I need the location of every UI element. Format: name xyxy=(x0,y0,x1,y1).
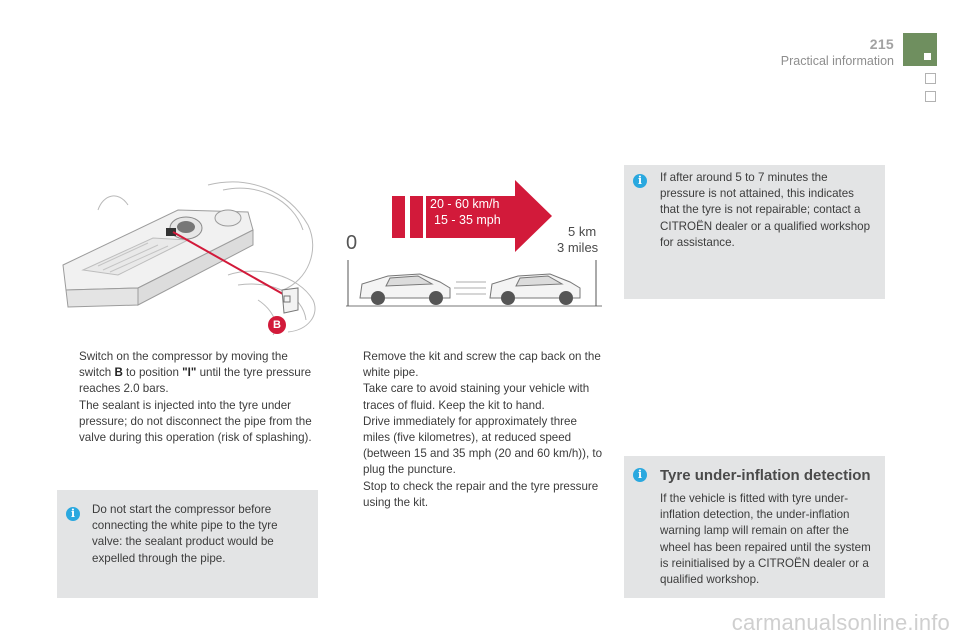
info-icon: i xyxy=(633,468,647,482)
repair-info-text: If after around 5 to 7 minutes the pressure is not attained, this indicates that the tyre is not repairable; contact a CITROËN dealer or a qualified workshop for assistance. xyxy=(660,171,871,249)
tab-square-icon xyxy=(924,53,931,60)
switch-letter: B xyxy=(114,366,123,380)
info-icon: i xyxy=(66,507,80,521)
watermark: carmanualsonline.info xyxy=(731,610,950,635)
drive-start-label: 0 xyxy=(346,232,358,254)
tyre-detection-info-box xyxy=(624,456,885,598)
position-value: "I" xyxy=(182,366,197,380)
repair-info-box xyxy=(624,165,885,299)
switch-callout-b xyxy=(268,316,286,334)
left-instructions xyxy=(57,349,315,446)
list-item: Remove the kit and screw the cap back on the white pipe. Take care to avoid staining your vehicle with traces of fluid. Keep the kit to hand. xyxy=(363,350,601,412)
list-item: Drive immediately for approximately three miles (five kilometres), at reduced speed (between 15 and 35 mph (20 and 60 km/h)), to plug the puncture. xyxy=(363,414,603,477)
list-item: Stop to check the repair and the tyre pressure using the kit. xyxy=(363,479,599,509)
distance-km-label: 5 km xyxy=(568,224,597,239)
middle-instructions xyxy=(341,349,603,511)
tyre-detection-text: If the vehicle is fitted with tyre under-inflation detection, the under-inflation warning lamp will remain on after the wheel has been repaired until the system is reinitialised by a CITROËN dealer or a qualified workshop. xyxy=(660,492,871,587)
distance-miles-label: 3 miles xyxy=(557,240,599,255)
info-icon: i xyxy=(633,174,647,188)
warning-info-text: Do not start the compressor before connecting the white pipe to the tyre valve: the sealant product would be expelled through the pipe. xyxy=(92,503,278,565)
page-number: 215 xyxy=(869,36,894,52)
warning-info-box xyxy=(57,490,318,598)
section-tab-marker xyxy=(903,33,937,66)
compressor-kit-illustration xyxy=(58,170,320,340)
speed-mph-label: 15 - 35 mph xyxy=(434,213,501,227)
switch-callout-letter: B xyxy=(273,319,281,331)
list-item: Switch on the compressor by moving the switch B to position "I" until the tyre pressure reaches 2.0 bars. The sealant is injected into the tyre under pressure; do not disconnect the pipe from the valve during this operation (risk of splashing). xyxy=(79,350,312,445)
section-title: Practical information xyxy=(780,54,894,68)
speed-kmh-label: 20 - 60 km/h xyxy=(430,197,500,211)
section-box-icon xyxy=(925,91,936,102)
tyre-detection-heading: Tyre under-inflation detection xyxy=(660,467,871,484)
section-box-icon xyxy=(925,73,936,84)
